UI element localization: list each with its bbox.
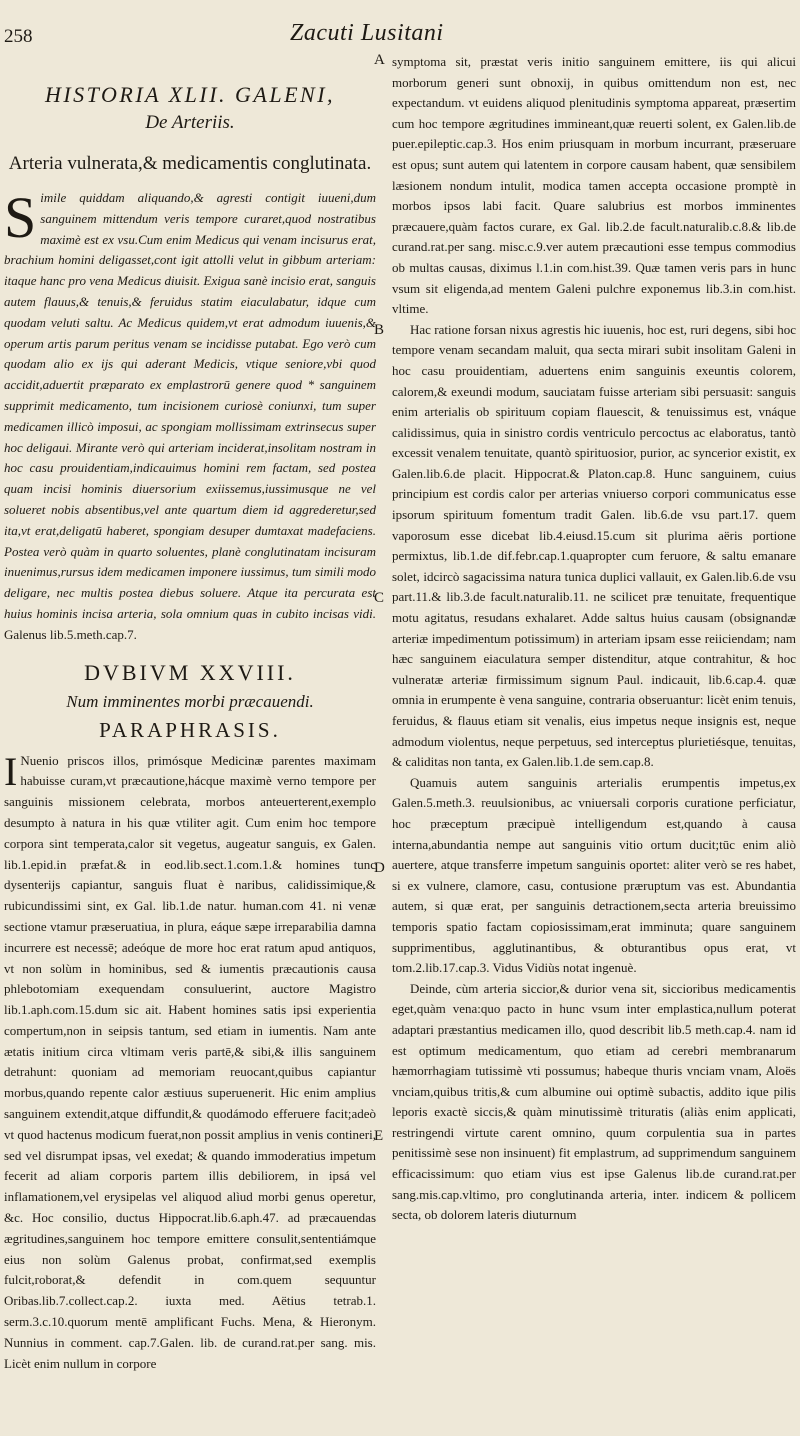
margin-letter-b: B (374, 322, 385, 338)
drop-cap-s: S (4, 185, 37, 250)
paraphrasis-heading: PARAPHRASIS. (99, 717, 281, 742)
margin-letter-c: C (374, 590, 385, 606)
paraphrasis-paragraph (4, 748, 376, 1375)
historia-paragraph (4, 185, 376, 646)
historia-subtitle: De Arteriis. (145, 112, 235, 133)
right-paragraph-1: symptoma sit, præstat veris initio sanguinem emittere, iis qui alicui morborum generi sunt obnoxij, in quibus omittendum non est, nec expectandum. vt euidens aliquod plenitudinis symptoma appareat, præsertim cum hoc tempore ægritudines immineant,quæ reuerti solent, ex Galen.lib.de puer.epileptic.cap.3. Hos enim priusquam in morbum incurrant, præseruare est opus; sunt autem qui latentem in corpore causam habent, quæ sensibilem læsionem nondum intulit, modica tamen accepta occasione promptè in morbos ipsos labi facit. Quare salubrius est morbos imminentes præcauere,quàm factos curare, ex Gal. lib.2.de facult.naturalib.c.8.& lib.de curand.rat.per sang. misc.c.9.ver autem præcautioni esse tempus commodius ob multas causas, diximus l.1.in com.hist.39. Quæ tamen veris pars in hunc vsum sit eligenda,ad mentem Galeni pulchre exponemus lib.3.in com.hist. vltime. (392, 54, 796, 317)
margin-letter-d: D (374, 860, 385, 876)
margin-letter-e: E (374, 1128, 384, 1144)
right-paragraph-3: Quamuis autem sanguinis arterialis erumpentis impetus,ex Galen.5.meth.3. reuulsionibus, ac vniuersali corporis curatione perficiatur, hoc præceptum præcipuè intelligendum est,quando à causa interna,abundantia nempe aut sanguinis vitio ortum ducit;tūc enim aliò auertere, atque transferre impetum sanguinis oportet: aliter verò se res habet, si ex vulnere, clamore, casu, contusione præruptum vas est. Abundantia autem, si quæ erat, per sanguinis detractionem,secta arteria breuissimo temporis spatio factam copiosissimam,erat imminuta; quare sanguinem supprimentibus, agglutinantibus, & obturantibus opus erat, vt tom.2.lib.17.cap.3. Vidus Vidiùs notat ingenuè. (392, 774, 796, 976)
historia-title: HISTORIA XLII. GALENI, (44, 82, 336, 107)
margin-letter-a: A (374, 52, 385, 68)
paraphrasis-text: Nuenio priscos illos, primósque Medicinæ parentes maximam habuisse curam,vt præcautione,hácque maximè verno tempore per sanguinis missionem celebrata, morbos anteuerterent,exemplo desumpto à natura in his quæ vtiliter agit. Cum enim hoc tempore corpora sint temperata,calor sit vegetus, augeatur sanguis, ex Galen. lib.1.epid.in præfat.& in eod.lib.sect.1.com.1.& homines tunc dysenterijs capiantur, sanguis fluat è naribus, calidissimique,& rubicundissimi sint, ex Gal. lib.1.de natur. human.com 41. ni venæ sectione vtamur præseruatiua, in plura, eáque sæpe irreparabilia damna incurrere est necessē; adeóque de more hoc erat ratum apud antiquos, vt non solùm in hominibus, sed & iumentis præcautionis causa phlebotomiam exequendam consuluerint, auctore Magistro lib.1.aph.com.15.dum sic ait. Habent homines satis ipsi experientia compertum,non in seipsis tantum, sed etiam in iumentis. Nam ante ætatis initium circa vltimam veris partē,& sibi,& illis sanguinem detrahunt: quoniam ad memoriam reuocant,quibus capiantur morbus,quando repente calor æstiuus superuenerit. Hic enim amplius sanguinem extendit,atque diffundit,& quodámodo efferuere facit;adeò vt quod hactenus modicum fuerat,non possit amplius in venis contineri, sed vel disrumpat ipsas, vel exedat; & quando immoderatius impetum fecerit ad aliam corporis partem illis debiliorem, in ipsá vel inflamationem,vel erysipelas vel aliquod alìud morbi genus operetur, &c. Hoc consilio, ductus Hippocrat.lib.6.aph.47. ad præcauendas ægritudines,sanguinem hoc tempore emittere consulit,sententiámque eius non solùm Galenus probat, confirmat,sed exemplis fulcit,roborat,& defendit in com.quem sequuntur Oribas.lib.7.collect.cap.2. iuxta med. Aëtius tetrab.1. serm.3.c.10.quorum mentē amplificant Fuchs. Mena, & Hieronym. Nunnius in comment. cap.7.Galen. lib. de curand.rat.per sang. mis. Licèt enim nullum in corpore (4, 752, 376, 1371)
section-heading: Arteria vulnerata,& medicamentis conglutinata. (8, 153, 372, 174)
dubium-heading: DVBIVM XXVIII. (84, 659, 296, 685)
historia-text: imile quiddam aliquando,& agresti contigit iuueni,dum sanguinem mittendum veris tempore curaret,quod nostratibus maximè est ex vsu.Cum enim Medicus qui venam incisurus erat, brachium homini deligasset,cont igit attolli velut in gibbum arteriam: itaque hanc pro vena Medicus diuisit. Exigua sanè incisio erat, sanguis autem flauus,& tenuis,& feruidus statim eiaculabatur, idque cum quodam veluti saltu. Ac Medicus quidem,vt erat admodum iuuenis,& operum artis parum peritus venam se incidisse putabat. Ego verò cum quodam alio ex ijs qui aderant Medicis, vtique seniore,vbi quod accidit,aduertit præparato ex emplastrorū genere quod * sanguinem supprimit medicamento, tum incisionem curiosè coniunxi, tum super medicamen illicò imposui, ac spongiam mollissimam extrinsecus super hoc deligaui. Mirante verò qui arteriam inciderat,insolitam nostram in hoc casu prouidentiam,indicauimus homini rem factam, sed postea quam incisi hominis diuersorium exiissemus,iussimusque ne vel solueret nobis absentibus,vel ante quartum diem id aggrederetur,sed ita,vt erat,deligatū haberet, spongiam desuper dumtaxat madefaciens. Postea verò quàm in quarto soluentes, planè conglutinatam incisuram inuenimus,rursus idem medicamen imponere iussimus, tum simili modo deligare, nec multis postea diebus soluere. Atque ita percurata est huius hominis incisa arteria, sola omnium quas in cubito incisas vidi. (4, 190, 376, 621)
right-paragraph-4: Deinde, cùm arteria siccior,& durior vena sit, siccioribus medicamentis eget,quàm vena:quo pacto in hunc vsum inter emplastica,nullum poterat adaptari præstantius medicamen illo, quod describit lib.5 meth.cap.4. nam id est optimum medicamentum, quo etiam ad cerebri membranarum hæmorrhagiam tutissimè vti possumus; habeque thuris vnciam vnam, Aloës vnciam,quibus tritis,& cum albumine oui optimè subactis, addito ique pilis leporis exactè siccis,& quàm minutissimè trituratis (aliàs enim applicati, restringendi virtute carent omnino, quum corpulentia sua in partes penitissimè sese non insinuent) fit emplastrum, ad supprimendum sanguinem efficacissimum: quo etiam vius est ipse Galenus lib.de curand.rat.per sang.mis.cap.vltimo, pro conglutinanda arteria, inter. indicem & pollicem secta, ob dolorem lateris diuturnum (392, 980, 796, 1223)
right-column (392, 52, 796, 1432)
drop-cap-i: I (4, 748, 18, 794)
historia-source: Galenus lib.5.meth.cap.7. (4, 626, 137, 642)
right-paragraph-2: Hac ratione forsan nixus agrestis hic iuuenis, hoc est, ruri degens, sibi hoc tempore venam secandam maluit, qua secta mirari subit insolitam Galeni in hoc casu prouidentiam, aduertens enim sanguinis exeuntis colorem, calorem,& exeundi modum, sauciatam fuisse arteriam sibi persuasit: sanguis enim arterialis ob spirituum copiam flauescit, & tenuissimus est, vnáque calidissimus, quia in sinistro cordis ventriculo percoctus ac elaboratus, tantò excessit venalem tenuitate, quantò spirituosior, purior, ac syncerior existit, ex Galen.lib.6.de placit. Hippocrat.& Platon.cap.8. Hunc sanguinem, cuius principium est cordis calor per arterias vniuerso corpori communicatus esse ipsorum spirituum fomentum tradit Galen. lib.6.de vsu part.17. quem vaporosum esse dicebat lib.4.eiusd.15.cum sit plurima aëris portione permixtus, lib.1.de dif.febr.cap.1.quapropter cum feruore, & saltu emanare solet, idcircò sagacissima natura tunica duplici vallauit, ex Galen.lib.6.de vsu part.11.& lib.3.de facult.naturalib.11. ne scilicet præ tenuitate, frequentique motu agitatus, resudans exhalaret. Adde saltus huius causam (obsignandæ arteriæ impedimentum potissimum) in arteriam ipsam esse reiiciendam; nam hæc sanguinem eiaculatura semper distenditur, atque contrahitur, & hoc vulneratæ arteriæ firmissimum signum Paul. indicauit, lib.6.cap.4. quæ omnia in erumpente è vena sanguine, contraria obseruantur: licèt enim tenuis, feruidus, & flauus etiam sit venalis, eius impetus neque insignis est, neque admodum violentus, neque perpetuus, sed interceptus plurietiésque, tenuitas, & caliditas non tanta, ex Galen.lib.1.de sem.cap.8. (392, 321, 796, 770)
running-title: Zacuti Lusitani (290, 20, 444, 46)
left-column (4, 76, 376, 1416)
page-number: 258 (4, 26, 33, 47)
dubium-subtitle: Num imminentes morbi præcauendi. (66, 691, 314, 711)
